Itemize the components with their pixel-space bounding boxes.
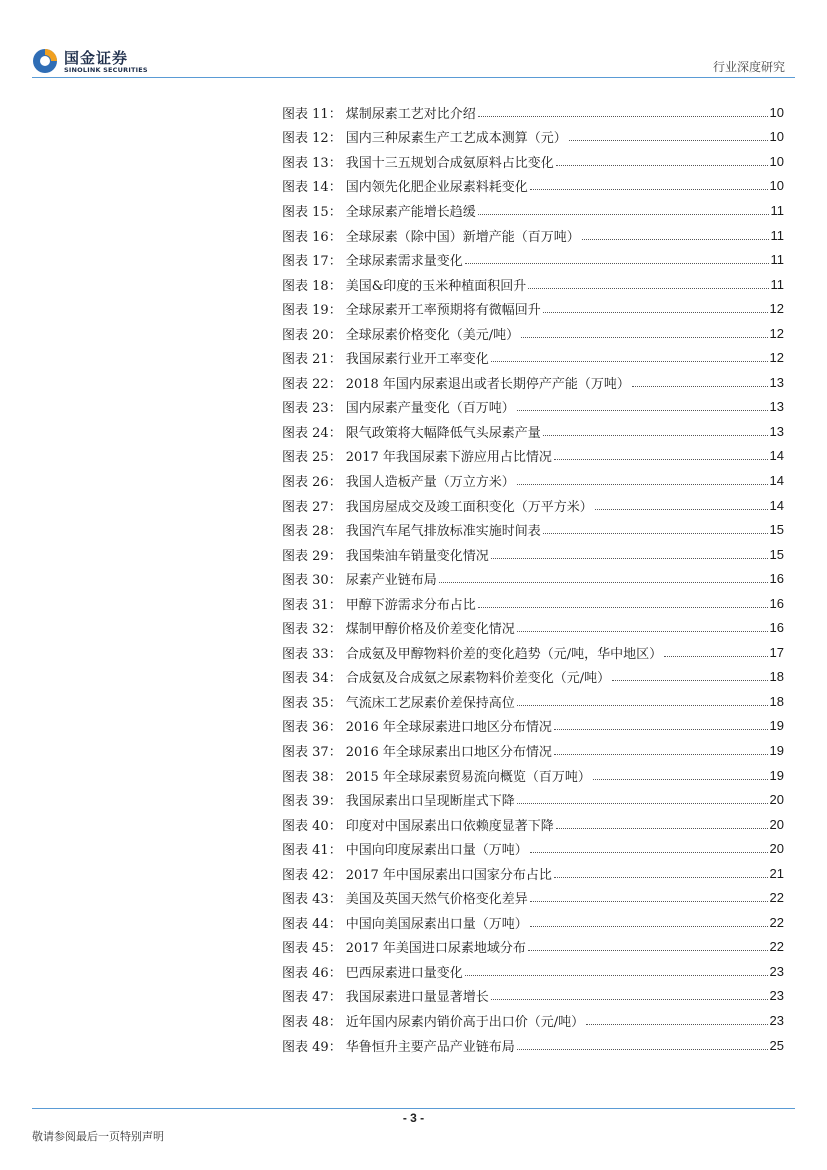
toc-entry-page: 11 — [770, 202, 784, 218]
logo-mark-icon — [32, 48, 58, 74]
toc-entry-separator: ： — [328, 1015, 342, 1030]
toc-entry-separator: ： — [328, 278, 342, 294]
toc-entry[interactable] — [282, 198, 784, 223]
toc-entry-leader — [554, 877, 768, 878]
toc-entry-page: 16 — [769, 571, 784, 587]
figure-list — [282, 100, 784, 1057]
toc-entry-page: 10 — [769, 104, 784, 120]
toc-entry[interactable] — [282, 517, 784, 542]
toc-entry-label: 图表 21 — [282, 352, 329, 368]
toc-entry-separator: ： — [328, 204, 342, 220]
toc-entry-separator: ： — [328, 818, 342, 834]
toc-entry-leader — [586, 1024, 767, 1025]
toc-entry-page: 15 — [769, 546, 784, 562]
toc-entry-title: 合成氨及甲醇物料价差的变化趋势（元/吨，华中地区） — [345, 646, 663, 662]
toc-entry[interactable] — [282, 812, 784, 837]
toc-entry-page: 19 — [769, 742, 784, 758]
toc-entry-leader — [530, 926, 768, 927]
toc-entry[interactable] — [282, 468, 784, 493]
toc-entry-title: 我国尿素出口呈现断崖式下降 — [345, 794, 515, 810]
toc-entry[interactable] — [282, 836, 784, 861]
toc-entry-title: 2015 年全球尿素贸易流向概览（百万吨） — [345, 769, 591, 785]
toc-entry-label: 图表 46 — [282, 965, 329, 981]
toc-entry-title: 甲醇下游需求分布占比 — [345, 597, 476, 613]
toc-entry[interactable] — [282, 714, 784, 739]
toc-entry-page: 13 — [769, 399, 784, 415]
report-type-title: 行业深度研究 — [712, 60, 785, 74]
company-logo — [32, 46, 162, 78]
toc-entry-label: 图表 13 — [282, 155, 329, 171]
toc-entry-title: 我国人造板产量（万立方米） — [345, 474, 515, 490]
toc-entry-page: 19 — [769, 718, 784, 734]
toc-entry-title: 全球尿素需求量变化 — [345, 254, 463, 270]
toc-entry-separator: ： — [328, 843, 342, 859]
toc-entry-label: 图表 28 — [282, 524, 329, 540]
toc-entry-page: 18 — [769, 669, 784, 685]
toc-entry-leader — [465, 263, 769, 264]
toc-entry-label: 图表 38 — [282, 769, 329, 785]
toc-entry-page: 19 — [769, 767, 784, 783]
toc-entry-label: 图表 32 — [282, 622, 329, 638]
toc-entry-leader — [521, 337, 767, 338]
toc-entry[interactable] — [282, 321, 784, 346]
toc-entry-separator: ： — [328, 892, 342, 908]
toc-entry-page: 14 — [769, 472, 784, 488]
toc-entry-title: 巴西尿素进口量变化 — [345, 965, 463, 981]
toc-entry[interactable] — [282, 395, 784, 420]
toc-entry-title: 2017 年美国进口尿素地域分布 — [345, 941, 526, 957]
toc-entry-separator: ： — [328, 155, 342, 171]
toc-entry[interactable] — [282, 272, 784, 297]
toc-entry-page: 15 — [769, 522, 784, 538]
toc-entry[interactable] — [282, 615, 784, 640]
toc-entry-leader — [517, 410, 768, 411]
toc-entry-label: 图表 24 — [282, 425, 329, 441]
toc-entry-separator: ： — [328, 744, 342, 760]
toc-entry-title: 华鲁恒升主要产品产业链布局 — [345, 1039, 515, 1055]
toc-entry-separator: ： — [328, 229, 342, 245]
toc-entry-label: 图表 42 — [282, 867, 329, 883]
toc-entry[interactable] — [282, 345, 784, 370]
toc-entry-label: 图表 14 — [282, 180, 329, 196]
toc-entry-leader — [517, 1049, 768, 1050]
toc-entry-leader — [465, 975, 768, 976]
toc-entry-leader — [543, 533, 768, 534]
toc-entry-title: 煤制甲醇价格及价差变化情况 — [345, 622, 515, 638]
toc-entry-separator: ： — [328, 695, 342, 711]
toc-entry-separator: ： — [328, 941, 342, 957]
toc-entry-separator: ： — [328, 794, 342, 810]
toc-entry-page: 17 — [769, 644, 784, 660]
toc-entry-page: 23 — [769, 1013, 784, 1028]
toc-entry[interactable] — [282, 296, 784, 321]
toc-entry-title: 2017 年我国尿素下游应用占比情况 — [345, 450, 552, 466]
toc-entry-page: 16 — [769, 595, 784, 611]
toc-entry[interactable] — [282, 935, 784, 960]
toc-entry-label: 图表 41 — [282, 843, 329, 859]
toc-entry-leader — [530, 189, 768, 190]
toc-entry-label: 图表 22 — [282, 376, 329, 392]
toc-entry-page: 20 — [769, 841, 784, 857]
toc-entry-leader — [517, 484, 768, 485]
toc-entry-leader — [595, 509, 768, 510]
toc-entry-title: 美国及英国天然气价格变化差异 — [345, 892, 528, 908]
toc-entry[interactable] — [282, 542, 784, 567]
toc-entry-label: 图表 15 — [282, 204, 329, 220]
toc-entry-page: 23 — [769, 963, 784, 979]
toc-entry-label: 图表 36 — [282, 720, 329, 736]
toc-entry-separator: ： — [328, 303, 342, 319]
toc-entry-page: 18 — [769, 693, 784, 709]
toc-entry-separator: ： — [328, 131, 342, 147]
toc-entry-label: 图表 35 — [282, 695, 329, 711]
toc-entry-title: 我国尿素进口量显著增长 — [345, 990, 489, 1006]
toc-entry[interactable] — [282, 861, 784, 886]
toc-entry-page: 10 — [769, 178, 784, 194]
toc-entry-page: 25 — [769, 1037, 784, 1053]
toc-entry[interactable] — [282, 763, 784, 788]
toc-entry-leader — [612, 680, 767, 681]
toc-entry[interactable] — [282, 591, 784, 616]
toc-entry[interactable] — [282, 959, 784, 984]
toc-entry-title: 近年国内尿素内销价高于出口价（元/吨） — [345, 1015, 585, 1030]
toc-entry-separator: ： — [328, 1039, 342, 1055]
toc-entry-page: 21 — [769, 865, 784, 881]
toc-entry-label: 图表 40 — [282, 818, 329, 834]
toc-entry-title: 尿素产业链布局 — [345, 573, 437, 589]
toc-entry[interactable] — [282, 419, 784, 444]
toc-entry-page: 22 — [769, 939, 784, 955]
logo-text-en: SINOLINK SECURITIES — [64, 66, 148, 74]
toc-entry-label: 图表 29 — [282, 548, 329, 564]
toc-entry-label: 图表 31 — [282, 597, 329, 613]
toc-entry-title: 国内尿素产量变化（百万吨） — [345, 401, 515, 417]
toc-entry[interactable] — [282, 493, 784, 518]
toc-entry-label: 图表 12 — [282, 131, 329, 147]
toc-entry-label: 图表 19 — [282, 303, 329, 319]
toc-entry-title: 美国&印度的玉米种植面积回升 — [345, 278, 527, 294]
toc-entry[interactable] — [282, 1033, 784, 1058]
toc-entry-separator: ： — [328, 720, 342, 736]
toc-entry-leader — [543, 312, 768, 313]
toc-entry-title: 我国汽车尾气排放标准实施时间表 — [345, 524, 541, 540]
toc-entry[interactable] — [282, 444, 784, 469]
toc-entry-separator: ： — [328, 965, 342, 981]
toc-entry-label: 图表 43 — [282, 892, 329, 908]
toc-entry-separator: ： — [328, 425, 342, 441]
toc-entry[interactable] — [282, 247, 784, 272]
toc-entry-leader — [530, 901, 768, 902]
toc-entry-leader — [556, 165, 768, 166]
toc-entry-page: 23 — [769, 988, 784, 1004]
toc-entry-separator: ： — [328, 671, 342, 687]
toc-entry[interactable] — [282, 223, 784, 248]
toc-entry-leader — [543, 435, 768, 436]
toc-entry-separator: ： — [328, 867, 342, 883]
toc-entry-leader — [530, 852, 768, 853]
toc-entry-leader — [593, 779, 768, 780]
toc-entry-page: 12 — [769, 301, 784, 317]
toc-entry-page: 12 — [769, 350, 784, 366]
toc-entry-separator: ： — [328, 254, 342, 270]
toc-entry-separator: ： — [328, 597, 342, 613]
toc-entry-title: 限气政策将大幅降低气头尿素产量 — [345, 425, 541, 441]
toc-entry-label: 图表 37 — [282, 744, 329, 760]
toc-entry-leader — [478, 214, 769, 215]
toc-entry-separator: ： — [328, 646, 342, 662]
toc-entry-label: 图表 16 — [282, 229, 329, 245]
toc-entry-label: 图表 39 — [282, 794, 329, 810]
toc-entry-title: 我国柴油车销量变化情况 — [345, 548, 489, 564]
toc-entry-page: 22 — [769, 914, 784, 930]
toc-entry-separator: ： — [328, 769, 342, 785]
toc-entry-title: 国内领先化肥企业尿素料耗变化 — [345, 180, 528, 196]
toc-entry-label: 图表 33 — [282, 646, 329, 662]
toc-entry-leader — [478, 607, 768, 608]
toc-entry-separator: ： — [328, 916, 342, 932]
toc-entry-page: 11 — [770, 276, 784, 292]
toc-entry-leader — [582, 239, 769, 240]
toc-entry-page: 22 — [769, 890, 784, 906]
toc-entry-label: 图表 44 — [282, 916, 329, 932]
toc-entry-title: 煤制尿素工艺对比介绍 — [345, 106, 476, 122]
toc-entry-separator: ： — [328, 524, 342, 540]
toc-entry-title: 2017 年中国尿素出口国家分布占比 — [345, 867, 552, 883]
toc-entry-title: 合成氨及合成氨之尿素物料价差变化（元/吨） — [345, 671, 611, 687]
toc-entry-leader — [664, 656, 767, 657]
toc-entry[interactable] — [282, 125, 784, 150]
toc-entry-leader — [491, 558, 768, 559]
toc-entry-title: 2018 年国内尿素退出或者长期停产产能（万吨） — [345, 376, 630, 392]
toc-entry-leader — [478, 116, 768, 117]
toc-entry-separator: ： — [328, 352, 342, 368]
toc-entry-separator: ： — [328, 474, 342, 490]
toc-entry-separator: ： — [328, 376, 342, 392]
toc-entry-separator: ： — [328, 499, 342, 515]
toc-entry-title: 中国向印度尿素出口量（万吨） — [345, 843, 528, 859]
toc-entry-separator: ： — [328, 327, 342, 343]
footer-divider — [32, 1108, 795, 1109]
toc-entry[interactable] — [282, 738, 784, 763]
toc-entry[interactable] — [282, 149, 784, 174]
toc-entry-title: 2016 年全球尿素出口地区分布情况 — [345, 744, 552, 760]
toc-entry-leader — [528, 950, 768, 951]
toc-entry-label: 图表 18 — [282, 278, 329, 294]
toc-entry[interactable] — [282, 787, 784, 812]
toc-entry-separator: ： — [328, 990, 342, 1006]
toc-entry-leader — [632, 386, 768, 387]
toc-entry-leader — [491, 999, 768, 1000]
toc-entry-leader — [491, 361, 768, 362]
toc-entry[interactable] — [282, 1008, 784, 1033]
toc-entry-label: 图表 26 — [282, 474, 329, 490]
toc-entry-label: 图表 11 — [282, 106, 329, 122]
toc-entry-label: 图表 49 — [282, 1039, 329, 1055]
toc-entry-page: 10 — [769, 129, 784, 145]
toc-entry-title: 印度对中国尿素出口依赖度显著下降 — [345, 818, 554, 834]
toc-entry[interactable] — [282, 640, 784, 665]
toc-entry-label: 图表 23 — [282, 401, 329, 417]
toc-entry-leader — [517, 631, 768, 632]
logo-text-cn: 国金证券 — [64, 49, 129, 67]
toc-entry[interactable] — [282, 174, 784, 199]
toc-entry-title: 全球尿素开工率预期将有微幅回升 — [345, 303, 541, 319]
toc-entry-label: 图表 34 — [282, 671, 329, 687]
toc-entry-separator: ： — [328, 106, 342, 122]
toc-entry-leader — [517, 705, 768, 706]
toc-entry-page: 11 — [770, 227, 784, 243]
toc-entry-page: 20 — [769, 792, 784, 808]
toc-entry-title: 气流床工艺尿素价差保持高位 — [345, 695, 515, 711]
toc-entry-leader — [517, 803, 768, 804]
toc-entry-title: 中国向美国尿素出口量（万吨） — [345, 916, 528, 932]
toc-entry-title: 全球尿素（除中国）新增产能（百万吨） — [345, 229, 580, 245]
toc-entry-page: 20 — [769, 816, 784, 832]
toc-entry-title: 我国尿素行业开工率变化 — [345, 352, 489, 368]
toc-entry-leader — [528, 288, 768, 289]
page-number: - 3 - — [402, 1111, 425, 1125]
toc-entry-label: 图表 48 — [282, 1015, 329, 1030]
toc-entry-label: 图表 30 — [282, 573, 329, 589]
toc-entry-leader — [569, 140, 768, 141]
toc-entry-separator: ： — [328, 401, 342, 417]
toc-entry-page: 12 — [769, 325, 784, 341]
header-divider — [32, 77, 795, 78]
toc-entry-separator: ： — [328, 548, 342, 564]
toc-entry[interactable] — [282, 689, 784, 714]
toc-entry-separator: ： — [328, 180, 342, 196]
toc-entry-leader — [439, 582, 768, 583]
toc-entry-page: 14 — [769, 497, 784, 513]
toc-entry-separator: ： — [328, 622, 342, 638]
toc-entry[interactable] — [282, 665, 784, 690]
toc-entry-leader — [554, 729, 768, 730]
toc-entry-title: 我国房屋成交及竣工面积变化（万平方米） — [345, 499, 593, 515]
toc-entry-page: 13 — [769, 423, 784, 439]
toc-entry-label: 图表 47 — [282, 990, 329, 1006]
toc-entry-label: 图表 27 — [282, 499, 329, 515]
toc-entry-page: 10 — [769, 153, 784, 169]
toc-entry-leader — [554, 754, 768, 755]
toc-entry[interactable] — [282, 984, 784, 1009]
toc-entry[interactable] — [282, 886, 784, 911]
toc-entry[interactable] — [282, 566, 784, 591]
toc-entry[interactable] — [282, 100, 784, 125]
toc-entry-title: 全球尿素产能增长趋缓 — [345, 204, 476, 220]
toc-entry-label: 图表 45 — [282, 941, 329, 957]
toc-entry-title: 全球尿素价格变化（美元/吨） — [345, 327, 520, 343]
toc-entry-separator: ： — [328, 450, 342, 466]
disclaimer-note: 敬请参阅最后一页特别声明 — [32, 1130, 164, 1143]
toc-entry-leader — [554, 459, 768, 460]
toc-entry-separator: ： — [328, 573, 342, 589]
toc-entry-label: 图表 20 — [282, 327, 329, 343]
page-header — [0, 0, 827, 80]
toc-entry[interactable] — [282, 910, 784, 935]
toc-entry-title: 2016 年全球尿素进口地区分布情况 — [345, 720, 552, 736]
toc-entry-title: 我国十三五规划合成氨原料占比变化 — [345, 155, 554, 171]
toc-entry[interactable] — [282, 370, 784, 395]
toc-entry-page: 14 — [769, 448, 784, 464]
toc-entry-leader — [556, 828, 768, 829]
toc-entry-title: 国内三种尿素生产工艺成本测算（元） — [345, 131, 567, 147]
toc-entry-page: 11 — [770, 252, 784, 268]
toc-entry-label: 图表 17 — [282, 254, 329, 270]
toc-entry-page: 16 — [769, 620, 784, 636]
toc-entry-page: 13 — [769, 374, 784, 390]
toc-entry-label: 图表 25 — [282, 450, 329, 466]
